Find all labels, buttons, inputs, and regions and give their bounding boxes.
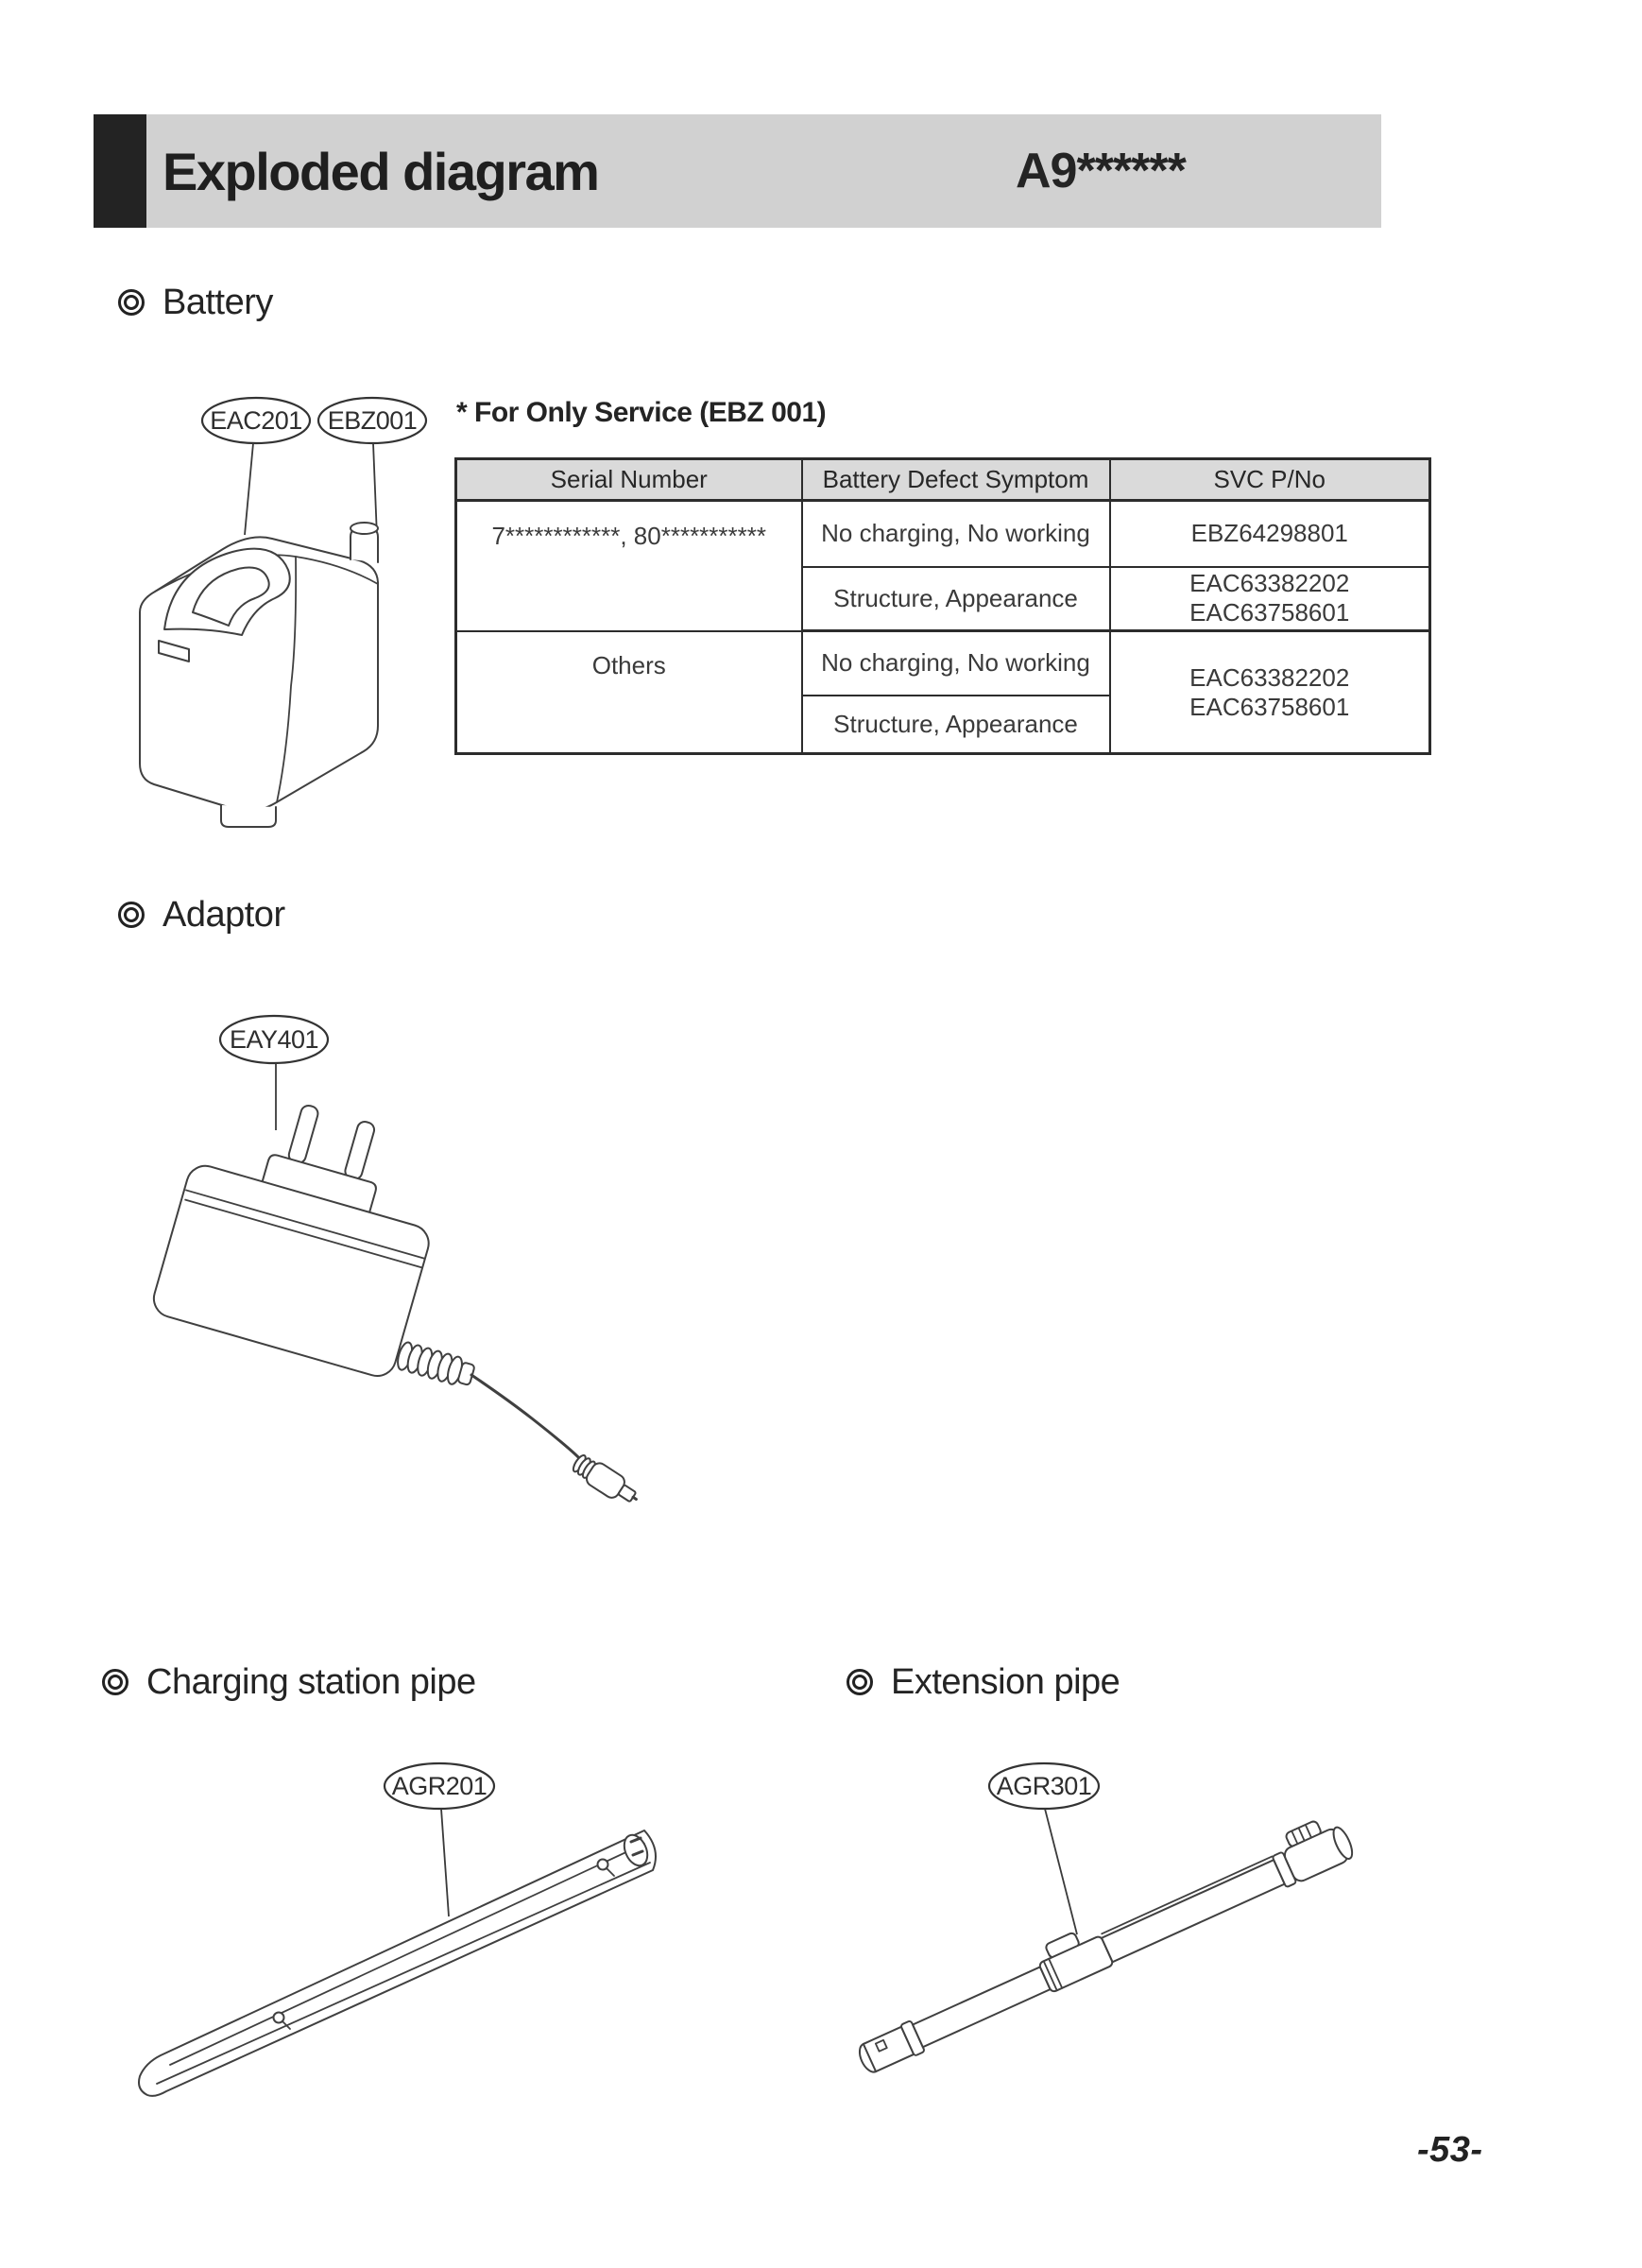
svc-part-number: EAC63758601 <box>1189 692 1350 721</box>
table-header-row <box>456 459 1430 501</box>
svc-part-number: EAC63382202 <box>1189 662 1350 692</box>
col-header-symptom: Battery Defect Symptom <box>802 459 1110 501</box>
section-label: Adaptor <box>162 894 285 935</box>
page-title: Exploded diagram <box>162 141 599 201</box>
header-black-tab <box>94 114 146 228</box>
callout-label: EBZ001 <box>327 406 418 435</box>
cell-svc: EBZ64298801 <box>1110 501 1430 567</box>
col-header-serial: Serial Number <box>456 459 802 501</box>
svc-part-number: EAC63382202 <box>1189 569 1350 598</box>
cell-symptom: No charging, No working <box>802 631 1110 696</box>
charging-pipe-figure <box>85 1744 699 2122</box>
callout-label: AGR301 <box>996 1772 1092 1800</box>
double-circle-bullet-icon <box>102 1669 128 1695</box>
extension-pipe-figure <box>812 1734 1436 2112</box>
battery-illustration <box>140 523 378 827</box>
callout-label: EAY401 <box>229 1025 319 1054</box>
svc-part-number: EAC63758601 <box>1189 598 1350 627</box>
adaptor-illustration <box>149 1079 642 1511</box>
plug-pin <box>344 1120 376 1181</box>
extension-pipe-illustration <box>848 1811 1356 2077</box>
power-cable <box>471 1375 581 1460</box>
battery-figure <box>111 393 437 828</box>
callout-label: EAC201 <box>210 406 302 435</box>
double-circle-bullet-icon <box>118 289 145 316</box>
plug-pin <box>287 1104 319 1165</box>
table-row <box>456 631 1430 696</box>
leader-line <box>373 443 377 537</box>
cell-symptom: Structure, Appearance <box>802 696 1110 754</box>
section-label: Extension pipe <box>891 1661 1120 1702</box>
adaptor-body <box>149 1161 433 1381</box>
cell-serial-group2: Others <box>456 631 802 754</box>
cell-svc <box>1110 567 1430 631</box>
charging-pipe-illustration <box>139 1830 656 2096</box>
cell-symptom: Structure, Appearance <box>802 567 1110 631</box>
page-number: -53- <box>1417 2130 1483 2170</box>
service-note: * For Only Service (EBZ 001) <box>456 397 827 428</box>
cell-symptom: No charging, No working <box>802 501 1110 567</box>
section-label: Battery <box>162 282 273 322</box>
section-label: Charging station pipe <box>146 1661 476 1702</box>
leader-line <box>441 1809 449 1916</box>
section-heading-charging-pipe <box>102 1661 476 1703</box>
leader-line <box>245 443 253 535</box>
table-row <box>456 501 1430 567</box>
double-circle-bullet-icon <box>118 902 145 928</box>
cell-svc <box>1110 631 1430 754</box>
leader-line <box>1045 1809 1077 1934</box>
double-circle-bullet-icon <box>847 1669 873 1695</box>
col-header-svc: SVC P/No <box>1110 459 1430 501</box>
section-heading-extension-pipe <box>847 1661 1120 1703</box>
cell-serial-group1: 7************, 80*********** <box>456 501 802 631</box>
service-table <box>454 457 1431 755</box>
model-code: A9****** <box>1016 144 1186 198</box>
adaptor-figure <box>94 990 680 1538</box>
callout-label: AGR201 <box>391 1772 487 1800</box>
barrel-plug <box>570 1452 642 1511</box>
section-heading-battery <box>118 282 273 323</box>
section-heading-adaptor <box>118 894 285 936</box>
